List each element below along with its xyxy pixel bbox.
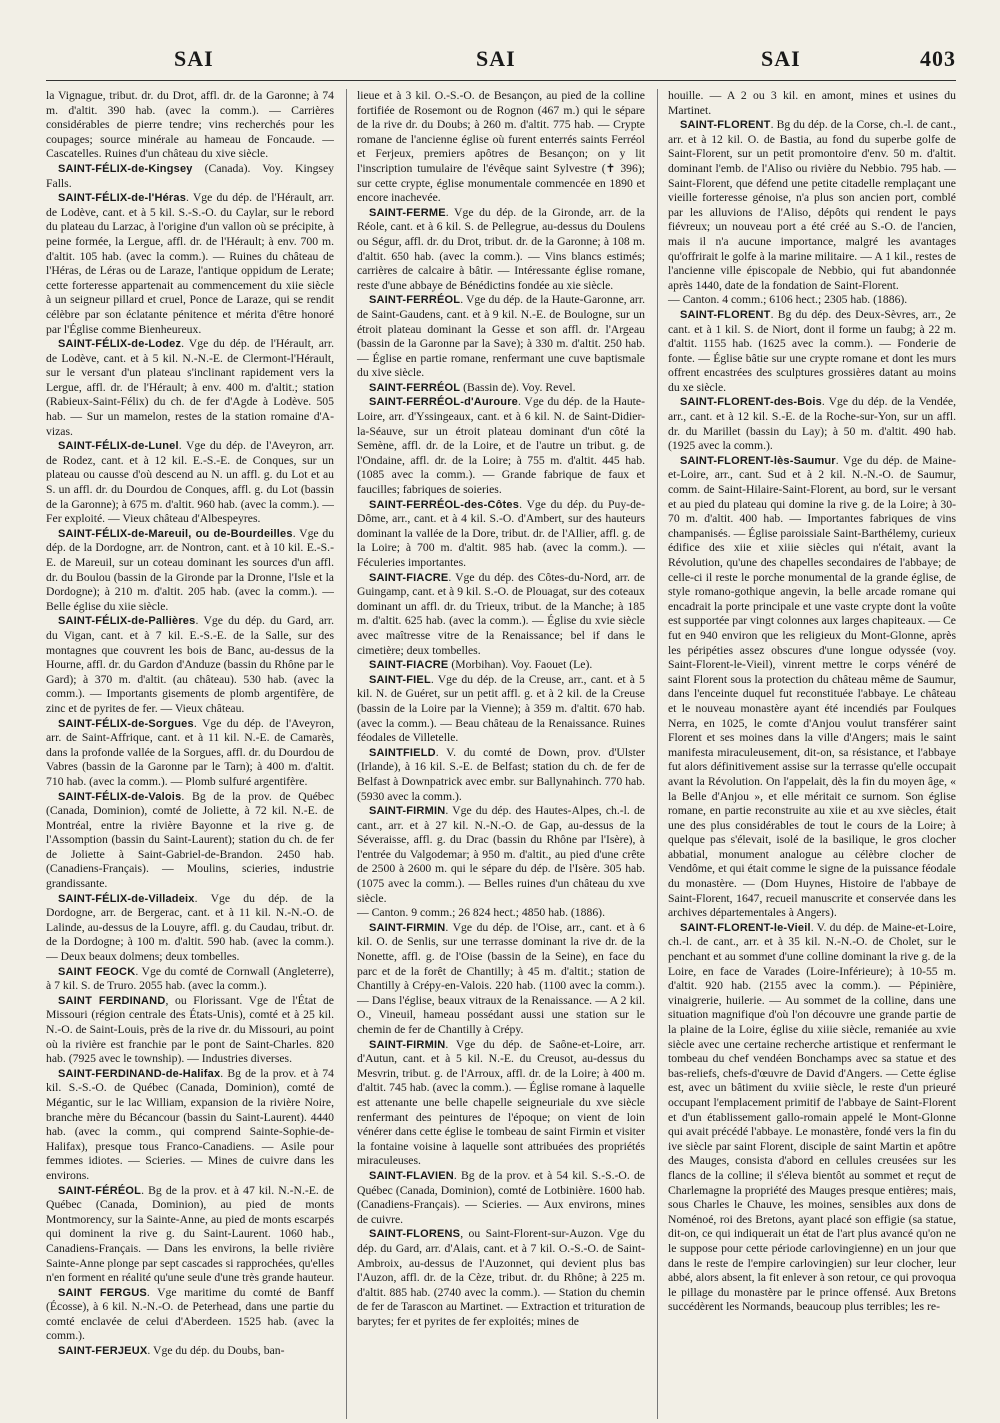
- dictionary-entry: [357, 658, 645, 673]
- dictionary-entry: [357, 906, 645, 921]
- entry-headword: SAINT-FIACRE: [369, 659, 449, 672]
- dictionary-entry: [46, 892, 334, 965]
- entry-text: . Vge du dép. de l'Hérault, arr. de Lodève, cant. et à 5 kil. S.-S.-O. du Caylar, sur le rebord du plateau du Larzac, à l'origine d'un vallon où se précipite, à peine formée, la Lergue, affl. dr. de l'Hérault; à env. 700 m. d'altit. 105 hab. (avec la comm.). — Ruines du château de l'Héras, de Léras ou de Laraze, l'antique oppidum de Lerate; cette forteresse appartenait au commencement du xiie siècle à un seigneur pillard et cruel, Ponce de Laraze, qui se rendit célèbre par son éclatante pénitence et mérita d'être honoré par l'Église comme Bienheureux.: [46, 191, 334, 336]
- dictionary-entry: [357, 381, 645, 396]
- entry-headword: SAINT-FLORENT: [680, 119, 771, 132]
- entry-text: . Vge du dép. des Hautes-Alpes, ch.-l. de cant., arr. et à 27 kil. N.-N.-O. de Gap, au-dessus de la Séveraisse, affl. g. du Drac (bassin du Rhône par l'Isère), à l'entrée du Valgodemar; à 950 m. d'altit., au pied d'une crête de 2500 à 2600 m. qui le sépare du dép. de l'Isère. 305 hab. (1075 avec la comm.). — Belles ruines d'un château du xve siècle.: [357, 804, 645, 905]
- text-columns: [46, 89, 956, 1419]
- entry-headword: SAINT-FIACRE: [369, 571, 449, 584]
- entry-headword: SAINT-FLORENT-le-Vieil: [680, 921, 811, 934]
- entry-headword: SAINT-FÉLIX-de-l'Héras: [58, 192, 187, 205]
- entry-headword: SAINT-FÉLIX-de-Mareuil, ou de-Bourdeilles: [58, 527, 293, 540]
- entry-text: la Vignague, tribut. dr. du Drot, affl. dr. de la Garonne; à 74 m. d'altit. 390 hab. (avec la comm.). — Carrières considérables de pierre tendre; vins recherchés pour les coupages; source minérale au hameau de Foncaude. — Cascatelles. Ruines d'un château du xive siècle.: [46, 89, 334, 161]
- dictionary-entry: [46, 439, 334, 527]
- dictionary-entry: [357, 673, 645, 746]
- dictionary-entry: [46, 994, 334, 1067]
- entry-headword: SAINT-FLORENT-lès-Saumur: [680, 454, 836, 467]
- entry-headword: SAINT-FÉLIX-de-Valois: [58, 790, 182, 803]
- page-number: 403: [920, 46, 956, 71]
- entry-text: . Bg de la prov. et à 74 kil. S.-S.-O. de Québec (Canada, Dominion), comté de Mégantic, sur le lac William, expansion de la rivière Noire, branche mère du Bécancour (bassin du Saint-Laurent). 4440 hab. (avec la comm., qui comprend Sainte-Sophie-de-Halifax), presque tous Franco-Canadiens. — Asile pour femmes idiotes. — Scieries. — Mines de cuivre dans les environs.: [46, 1066, 334, 1182]
- entry-text: . Vge du dép. de Maine-et-Loire, arr., cant. Sud et à 2 kil. N.-N.-O. de Saumur, comm. de Saint-Hilaire-Saint-Florent, au bord, sur le versant et au pied du plateau qui domine la rive g. de la Loire; à 30-70 m. d'altit. 400 hab. — Importantes fabriques de vins champanisés. — Église paroissiale Saint-Barthélemy, curieux édifice des xiie et xiiie siècles qui n'était, avant la Révolution, qu'une des chapelles secondaires de l'abbaye; de celle-ci il reste le porche monumental de la grande église, de style romano-gothique angevin, la belle arcade romane qui encadrait la porte principale et une vaste crypte dont la voûte est supportée par vingt colonnes aux larges chapiteaux. — Ce fut en 940 environ que les religieux du Mont-Glonne, après les péripéties assez obscures d'une longue odyssée (voy. Saint-Florent-le-Vieil), vinrent mettre le corps vénéré de saint Florent sous la protection du château même de Saumur, dans l'enceinte duquel fut reconstituée l'abbaye. Le château et le nouveau monastère ayant été incendiés par Foulques Nerra, en 1025, le comte d'Anjou voulut transférer saint Florent et ses moines dans la ville d'Angers; mais le saint manifesta miraculeusement, dit-on, sa résistance, et l'abbaye fut alors définitivement assise sur la terrasse qu'elle occupait avant la Révolution. On l'appelait, dès la fin du moyen âge, « la Belle d'Anjou », et elle méritait ce surnom. Son église romane, en partie reconstruite au xiie et au xve siècles, était une des plus considérables de tout le cours de la Loire; à quelque pas s'élevait, isolé de la basilique, le gros clocher abbatial, monument analogue au célèbre clocher de Vendôme, et qui était comme le signe de la puissance féodale du monastère. — (Dom Huynes, Histoire de l'abbaye de Saint-Florent, 1647, recueil manuscrite et conservée dans les archives départementales à Angers).: [668, 453, 956, 920]
- entry-text: . Vge du comté de Cornwall (Angleterre), à 7 kil. S. de Truro. 2055 hab. (avec la comm.).: [46, 964, 334, 993]
- entry-headword: SAINT-FÉRÉOL: [58, 1184, 142, 1197]
- entry-text: . Bg de la prov. et à 54 kil. S.-S.-O. de Québec (Canada, Dominion), comté de Lotbinière. 1600 hab. (Canadiens-Français). — Scieries. — Aux environs, mines de cuivre.: [357, 1168, 645, 1226]
- entry-headword: SAINT FEOCK: [58, 965, 136, 978]
- dictionary-entry: [46, 89, 334, 162]
- entry-headword: SAINT-FLORENT: [680, 308, 771, 321]
- entry-headword: SAINT-FÉLIX-de-Lodez: [58, 338, 182, 351]
- entry-headword: SAINT-FÉLIX-de-Pallières: [58, 615, 196, 628]
- entry-text: . Bg du dép. de la Corse, ch.-l. de cant., arr. et à 12 kil. O. de Bastia, au fond du superbe golfe de Saint-Florent, sur un petit promontoire d'env. 50 m. d'altit. dominant l'emb. de l'Aliso ou rivière du Nebbio. 795 hab. — Saint-Florent, que défend une petite citadelle remplaçant une vieille forteresse génoise, n'a plus son ancien port, comblé par les alluvions de l'Aliso, dépôts qui rendent le pays fiévreux; un nouveau port a été créé au S.-O. de l'ancien, mais il n'a aucune importance, malgré les avantages qu'offrirait le golfe à la marine militaire. — A 1 kil., restes de l'ancienne ville épiscopale de Nebbio, qui fut abandonnée après 1440, date de la fondation de Saint-Florent.: [668, 118, 956, 292]
- entry-text: (Bassin de). Voy. Revel.: [460, 380, 576, 394]
- entry-text: . Vge du dép. de l'Aveyron, arr. de Saint-Affrique, cant. et à 11 kil. N.-E. de Camarès, dans la profonde vallée de la Sorgues, affl. dr. du Dourdou de Vabres (bassin de la Garonne par le Tarn); à 400 m. d'altit. 710 hab. (avec la comm.). — Plomb sulfuré argentifère.: [46, 716, 334, 788]
- dictionary-entry: [46, 1344, 334, 1359]
- dictionary-entry: [357, 206, 645, 294]
- entry-text: , ou Florissant. Vge de l'État de Missouri (région centrale des États-Unis), comté et à 25 kil. N.-O. de Saint-Louis, près de la rive dr. du Missouri, au point où la rivière est franchie par le pont de Saint-Charles. 820 hab. (7925 avec le township). — Industries diverses.: [46, 993, 334, 1066]
- dictionary-entry: [46, 1067, 334, 1184]
- entry-text: . Vge maritime du comté de Banff (Écosse), à 6 kil. N.-N.-O. de Peterhead, dans une partie du comté enclavée de celui d'Aberdeen. 1525 hab. (avec la comm.).: [46, 1285, 334, 1343]
- entry-text: . Vge du dép. du Gard, arr. du Vigan, cant. et à 7 kil. E.-S.-E. de la Salle, sur des montagnes que couvrent les bois de Banc, au-dessus de la Hourne, affl. dr. du Gardon d'Anduze (bassin du Rhône par le Gard); à 370 m. d'altit. (au château). 530 hab. (avec la comm.). — Importants gisements de plomb argentifère, de zinc et de pyrites de fer. — Vieux château.: [46, 614, 334, 715]
- dictionary-entry: [46, 965, 334, 994]
- dictionary-entry: [46, 717, 334, 790]
- header-left: SAI: [174, 46, 214, 71]
- entry-headword: SAINT-FERME: [369, 206, 446, 219]
- dictionary-entry: [357, 293, 645, 381]
- entry-headword: SAINT-FERRÉOL-d'Auroure: [369, 396, 518, 409]
- entry-text: . Vge du dép. du Puy-de-Dôme, arr., cant. et à 4 kil. S.-O. d'Ambert, sur des hauteurs dominant la vallée de la Dore, tribut. dr. de l'Allier, affl. g. de la Loire; à 700 m. d'altit. 985 hab. (avec la comm.). — Féculeries importantes.: [357, 497, 645, 569]
- dictionary-entry: [357, 921, 645, 1038]
- dictionary-entry: [357, 1227, 645, 1329]
- dictionary-entry: [668, 308, 956, 396]
- dictionary-entry: [46, 191, 334, 337]
- dictionary-entry: [46, 1286, 334, 1344]
- dictionary-entry: [357, 1169, 645, 1227]
- entry-text: . Vge du dép. de l'Oise, arr., cant. et à 6 kil. O. de Senlis, sur une terrasse dominant la rive dr. de la Nonette, affl. g. de l'Oise (bassin de la Seine), en face du parc et de la forêt de Chantilly; à 45 m. d'altit.; station de Chantilly à Crépy-en-Valois. 220 hab. (1100 avec la comm.). — Dans l'église, beaux vitraux de la Renaissance. — A 2 kil. O., Vineuil, hameau possédant aussi une station sur le chemin de fer de Chantilly à Crépy.: [357, 920, 645, 1036]
- entry-text: . Vge du dép. des Côtes-du-Nord, arr. de Guingamp, cant. et à 9 kil. S.-O. de Plouagat, sur des coteaux dominant un affl. dr. du Trieux, tribut. de la Manche; à 185 m. d'altit. 625 hab. (avec la comm.). — Église du xvie siècle avec maîtresse vitre de la Renaissance; bel if dans le cimetière; deux tombelles.: [357, 570, 645, 657]
- dictionary-entry: [668, 118, 956, 293]
- header-right: SAI: [761, 46, 801, 71]
- entry-headword: SAINT-FÉLIX-de-Villadeix: [58, 892, 195, 905]
- entry-text: . Vge du dép. de la Vendée, arr., cant. et à 12 kil. S.-E. de la Roche-sur-Yon, sur un affl. dr. du Marillet (bassin du Lay); à 50 m. d'altit. 490 hab. (1925 avec la comm.).: [668, 395, 956, 453]
- entry-text: lieue et à 3 kil. O.-S.-O. de Besançon, au pied de la colline fortifiée de Rosemont ou de Rognon (467 m.) qui le sépare de la rive dr. du Doubs; à 260 m. d'altit. 775 hab. — Crypte romane de l'ancienne église où furent enterrés saints Ferréol et Ferjeux, premiers apôtres de Besançon; on y lit l'inscription tumulaire de l'évêque saint Sylvestre (✝ 396); sur cette crypte, église monumentale commencée en 1890 et encore inachevée.: [357, 89, 645, 205]
- entry-headword: SAINT-FÉLIX-de-Lunel: [58, 440, 179, 453]
- dictionary-entry: [668, 454, 956, 921]
- dictionary-entry: [46, 527, 334, 615]
- entry-text: . Vge du dép. de l'Hérault, arr. de Lodève, cant. et à 5 kil. N.-N.-E. de Clermont-l'Hérault, sur le versant d'un plateau s'inclinant rapidement vers la Lergue, affl. dr. de l'Hérault; à env. 400 m. d'altit.; station (Rabieux-Saint-Félix) du ch. de fer d'Agde à Lodève. 505 hab. — Sur un mamelon, restes de la station romaine d'A-vizas.: [46, 337, 334, 438]
- dictionary-entry: [357, 746, 645, 804]
- running-header: [46, 40, 956, 81]
- dictionary-entry: [357, 1038, 645, 1169]
- dictionary-entry: [46, 790, 334, 892]
- dictionary-entry: [357, 571, 645, 659]
- entry-text: . V. du comté de Down, prov. d'Ulster (Irlande), à 16 kil. S.-E. de Belfast; station du ch. de fer de Belfast à Downpatrick avec embr. sur Ballynahinch. 770 hab. (5930 avec la comm.).: [357, 745, 645, 803]
- entry-headword: SAINT FERDINAND: [58, 994, 166, 1007]
- entry-text: . Bg du dép. des Deux-Sèvres, arr., 2e cant. et à 1 kil. S. de Niort, dont il forme un faubg; à 22 m. d'altit. 1155 hab. (1625 avec la comm.). — Fonderie de fonte. — Église bâtie sur une crypte romane et dont les murs offrent encastrées des sculptures grossières datant au moins du xe siècle.: [668, 307, 956, 394]
- column-middle: [346, 89, 645, 1419]
- entry-headword: SAINT-FIRMIN: [369, 1038, 446, 1051]
- entry-headword: SAINT FERGUS: [58, 1286, 147, 1299]
- dictionary-entry: [46, 614, 334, 716]
- dictionary-entry: [46, 162, 334, 191]
- entry-text: — Canton. 4 comm.; 6106 hect.; 2305 hab. (1886).: [668, 293, 908, 307]
- entry-headword: SAINT-FLORENT-des-Bois: [680, 396, 822, 409]
- entry-text: , ou Saint-Florent-sur-Auzon. Vge du dép. du Gard, arr. d'Alais, cant. et à 7 kil. O.-S.-O. de Saint-Ambroix, au-dessus de l'Auzonnet, qui devient plus bas l'Auzon, affl. dr. de la Cèze, tribut. dr. du Rhône; à 225 m. d'altit. 885 hab. (2740 avec la comm.). — Station du chemin de fer de Tarascon au Martinet. — Extraction et trituration de barytes; fer et pyrites de fer exploités; mines de: [357, 1227, 645, 1328]
- entry-text: houille. — A 2 ou 3 kil. en amont, mines et usines du Martinet.: [668, 89, 956, 117]
- entry-headword: SAINT-FIRMIN: [369, 921, 446, 934]
- dictionary-entry: [668, 293, 956, 308]
- entry-text: — Canton. 9 comm.; 26 824 hect.; 4850 hab. (1886).: [357, 906, 605, 920]
- entry-headword: SAINT-FIEL: [369, 673, 431, 686]
- dictionary-entry: [668, 395, 956, 453]
- entry-text: . Bg de la prov. et à 47 kil. N.-N.-E. de Québec (Canada, Dominion), au pied de monts Montmorency, sur la Sainte-Anne, au pied de monts escarpés qui dominent la rive g. du Saint-Laurent. 1060 hab., Canadiens-Français. — Dans les environs, la belle rivière Sainte-Anne plonge par sept cascades si rapprochées, qu'elles n'en forment en réalité qu'une seule d'une très grande hauteur.: [46, 1183, 334, 1285]
- dictionary-entry: [46, 1184, 334, 1286]
- entry-text: . Vge du dép. de la Haute-Garonne, arr. de Saint-Gaudens, cant. et à 9 kil. N.-E. de Boulogne, sur un étroit plateau dominant la Gesse et son affl. dr. l'Argeau (bassin de la Garonne par la Save); à 330 m. d'altit. 250 hab. — Église en partie romane, renfermant une cuve baptismale du xive siècle.: [357, 293, 645, 380]
- entry-text: . Vge du dép. de l'Aveyron, arr. de Rodez, cant. et à 12 kil. E.-S.-E. de Conques, sur un plateau ou causse d'où descend au N. un affl. g. du Lot et au S. un affl. dr. du Dourdou de Conques, affl. g. du Lot (bassin de la Garonne); à 675 m. d'altit. 960 hab. (avec la comm.). — Fer exploité. — Vieux château d'Albespeyres.: [46, 439, 334, 526]
- dictionary-entry: [357, 395, 645, 497]
- header-center: SAI: [476, 46, 516, 71]
- dictionary-entry: [46, 337, 334, 439]
- entry-headword: SAINT-FERJEUX: [58, 1345, 148, 1358]
- entry-headword: SAINT-FERRÉOL: [369, 294, 461, 307]
- entry-headword: SAINT-FERDINAND-de-Halifax: [58, 1067, 221, 1080]
- entry-text: (Canada). Voy. Kingsey Falls.: [46, 161, 334, 190]
- entry-headword: SAINT-FERRÉOL-des-Côtes: [369, 498, 520, 511]
- entry-headword: SAINT-FLORENS: [369, 1228, 461, 1241]
- entry-headword: SAINT-FERRÉOL: [369, 381, 461, 394]
- entry-headword: SAINT-FÉLIX-de-Kingsey: [58, 162, 193, 175]
- entry-text: . Vge du dép. de la Creuse, arr., cant. et à 5 kil. N. de Guéret, sur un petit affl. g. et à 2 kil. de la Creuse (bassin de la Loire par la Vienne); à 359 m. d'altit. 670 hab. (avec la comm.). — Beau château de la Renaissance. Ruines féodales de Villetelle.: [357, 672, 645, 745]
- entry-text: . Vge du dép. de la Dordogne, arr. de Nontron, cant. et à 10 kil. E.-S.-E. de Mareuil, sur un coteau dominant les sources d'un affl. dr. du Boulou (bassin de la Gironde par la Dronne, l'Isle et la Dordogne); à 210 m. d'altit. 205 hab. (avec la comm.). — Belle église du xiie siècle.: [46, 526, 334, 613]
- entry-headword: SAINT-FÉLIX-de-Sorgues: [58, 717, 194, 730]
- dictionary-entry: [357, 498, 645, 571]
- dictionary-entry: [357, 89, 645, 206]
- entry-text: . V. du dép. de Maine-et-Loire, ch.-l. de cant., arr. et à 35 kil. N.-N.-O. de Cholet, sur le penchant et au sommet d'une colline dominant la rive g. de la Loire, en face de Varades (Loire-Inférieure); à 10-55 m. d'altit. 920 hab. (2155 avec la comm.). — Pépinière, vinaigrerie, huilerie. — Au sommet de la colline, dans une situation magnifique d'où l'on découvre une grande partie de la plaine de la Loire, église du xiiie siècle, remaniée au xvie siècle avec une certaine recherche artistique et renfermant le tombeau du chef vendéen Bonchamps avec sa statue et des bas-reliefs, chefs-d'œuvre de David d'Angers. — Cette église est, avec un bâtiment du xviiie siècle, le reste d'un prieuré occupant l'emplacement primitif de l'abbaye de Saint-Florent et d'un établissement gallo-romain appelé le Mont-Glonne qui avait précédé l'abbaye. Le monastère, fondé vers la fin du ive siècle par saint Florent, disciple de saint Martin et apôtre des Mauges, consista d'abord en cellules creusées sur les flancs de la colline; il s'éleva bientôt au sommet et reçut de Charlemagne la propriété des Mauges presque entières; mais, sous Charles le Chauve, les moines, sensibles aux dons de Noménoé, roi des Bretons, ayant placé son effigie (sa statue, dit-on, ce qui indiquerait un état de l'art plus avancé qu'on ne le suppose pour cette période carlovingienne) en un jour que dans le reste de l'empire carlovingien) sur leur clocher, leur abbé, alors absent, la fit enlever à son retour, ce qui provoqua le pillage du monastère par le prince offensé. Aux Bretons succédèrent les Normands, beaucoup plus terribles; les re-: [668, 920, 956, 1314]
- entry-headword: SAINT-FLAVIEN: [369, 1169, 454, 1182]
- entry-text: . Vge du dép. de Saône-et-Loire, arr. d'Autun, cant. et à 5 kil. N.-E. du Creusot, au-dessus du Mesvrin, tribut. g. de l'Arroux, affl. dr. de la Loire; à 400 m. d'altit. 745 hab. (avec la comm.). — Église romane à laquelle est attenante une belle chapelle seigneuriale du xve siècle renfermant des peintures de l'époque; on vient de loin vénérer dans cette église le tombeau de saint Firmin et visiter la fontaine voisine à laquelle sont attribuées des propriétés miraculeuses.: [357, 1037, 645, 1168]
- dictionary-entry: [357, 804, 645, 906]
- entry-headword: SAINT-FIRMIN: [369, 805, 446, 818]
- entry-text: . Bg de la prov. de Québec (Canada, Dominion), comté de Joliette, à 72 kil. N.-E. de Montréal, entre la rivière Bayonne et la rive g. de l'Assomption (bassin du Saint-Laurent); station du ch. de fer de Joliette à Saint-Gabriel-de-Brandon. 2450 hab. (Canadiens-Français). — Moulins, scieries, industrie grandissante.: [46, 789, 334, 891]
- entry-text: (Morbihan). Voy. Faouet (Le).: [448, 658, 593, 672]
- dictionary-entry: [668, 921, 956, 1315]
- entry-text: . Vge du dép. de la Gironde, arr. de la Réole, cant. et à 6 kil. S. de Pellegrue, au-dessus du Doulens ou Ségur, affl. dr. du Drot, tribut. dr. de la Garonne; à 108 m. d'altit. 650 hab. (avec la comm.). — Vins blancs estimés; carrières de calcaire à bâtir. — Intéressante église romane, reste d'une abbaye de Bénédictins fondée au xie siècle.: [357, 205, 645, 292]
- entry-text: . Vge du dép. du Doubs, ban-: [147, 1344, 285, 1358]
- column-right: [657, 89, 956, 1419]
- entry-headword: SAINTFIELD: [369, 746, 436, 759]
- entry-text: . Vge du dép. de la Dordogne, arr. de Bergerac, cant. et à 11 kil. N.-N.-O. de Lalinde, au-dessus de la Louyre, affl. g. du Caudau, tribut. dr. de la Dordogne; à 100 m. d'altit. 590 hab. (avec la comm.). — Deux beaux dolmens; deux tombelles.: [46, 891, 334, 964]
- entry-text: . Vge du dép. de la Haute-Loire, arr. d'Yssingeaux, cant. et à 6 kil. N. de Saint-Didier-la-Séauve, sur un étroit plateau dominant d'un côté la Semène, affl. dr. de la Loire, et de l'autre un tribut. g. de l'Ondaine, affl. dr. de la Loire; à 755 m. d'altit. 445 hab. (1085 avec la comm.). — Grande fabrique de faux et faucilles; fabriques de soieries.: [357, 395, 645, 497]
- column-left: [46, 89, 334, 1419]
- dictionary-entry: [668, 89, 956, 118]
